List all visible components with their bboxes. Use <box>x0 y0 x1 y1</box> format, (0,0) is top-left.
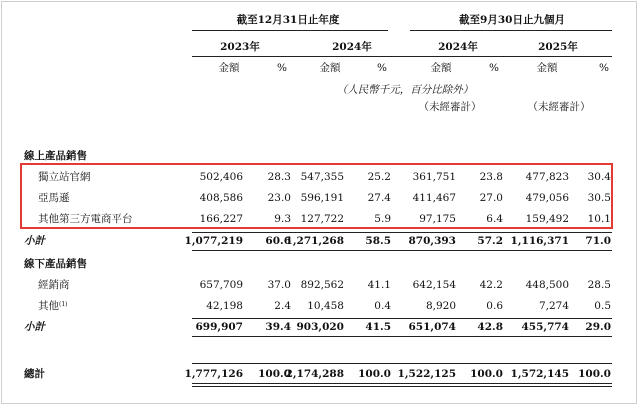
percent-cell: 28.5 <box>587 279 611 291</box>
amount-cell: 1,271,268 <box>285 235 344 247</box>
percent-cell: 6.4 <box>486 213 503 225</box>
amount-cell: 7,274 <box>538 300 569 312</box>
amount-cell: 166,227 <box>199 213 243 225</box>
amount-cell: 1,116,371 <box>510 235 569 247</box>
percent-cell: 23.0 <box>267 192 291 204</box>
col-amount: 金額 <box>430 62 452 74</box>
total-rule <box>192 363 612 364</box>
total-label: 總計 <box>24 368 45 380</box>
year-2023: 2023年 <box>220 41 260 53</box>
col-amount: 金額 <box>536 62 558 74</box>
amount-cell: 502,406 <box>199 171 243 183</box>
header-full-year: 截至12月31日止年度 <box>236 14 340 26</box>
amount-cell: 870,393 <box>408 235 456 247</box>
amount-cell: 903,020 <box>296 321 344 333</box>
unaudited-note: （未經審計） <box>527 101 591 113</box>
percent-cell: 42.2 <box>479 279 503 291</box>
amount-cell: 651,074 <box>408 321 456 333</box>
highlight-box <box>20 163 613 229</box>
percent-cell: 2.4 <box>274 300 291 312</box>
amount-cell: 448,500 <box>525 279 569 291</box>
footnote-marker: (1) <box>59 301 68 308</box>
amount-cell: 361,751 <box>412 171 456 183</box>
percent-cell: 27.0 <box>479 192 503 204</box>
percent-cell: 30.5 <box>587 192 611 204</box>
amount-cell: 2,174,288 <box>285 368 344 380</box>
percent-cell: 0.5 <box>594 300 611 312</box>
amount-cell: 411,467 <box>412 192 456 204</box>
amount-cell: 1,077,219 <box>184 235 243 247</box>
percent-cell: 23.8 <box>479 171 503 183</box>
amount-cell: 1,777,126 <box>184 368 243 380</box>
amount-cell: 596,191 <box>300 192 344 204</box>
percent-cell: 100.0 <box>578 368 611 380</box>
amount-cell: 547,355 <box>300 171 344 183</box>
row-label-text: 獨立站官網 <box>38 171 91 183</box>
col-amount: 金額 <box>218 62 240 74</box>
amount-cell: 127,722 <box>300 213 344 225</box>
percent-cell: 27.4 <box>367 192 391 204</box>
percent-cell: 9.3 <box>274 213 291 225</box>
amount-cell: 699,907 <box>195 321 243 333</box>
header-rule <box>192 30 388 31</box>
amount-cell: 892,562 <box>300 279 344 291</box>
col-pct: % <box>277 62 287 74</box>
section-offline: 線下產品銷售 <box>24 258 87 270</box>
header-nine-months: 截至9月30日止九個月 <box>459 14 565 26</box>
unit-note: （人民幣千元，百分比除外） <box>336 84 474 96</box>
row-label-text: 經銷商 <box>38 279 70 291</box>
percent-cell: 0.4 <box>374 300 391 312</box>
amount-cell: 10,458 <box>307 300 344 312</box>
amount-cell: 42,198 <box>206 300 243 312</box>
percent-cell: 58.5 <box>365 235 391 247</box>
percent-cell: 42.8 <box>477 321 503 333</box>
percent-cell: 57.2 <box>477 235 503 247</box>
row-label-text: 亞馬遜 <box>38 192 70 204</box>
col-pct: % <box>377 62 387 74</box>
subtotal-label: 小計 <box>24 321 45 333</box>
amount-cell: 477,823 <box>525 171 569 183</box>
subtotal-label: 小計 <box>24 235 45 247</box>
amount-cell: 642,154 <box>412 279 456 291</box>
year-2025: 2025年 <box>538 41 578 53</box>
percent-cell: 0.6 <box>486 300 503 312</box>
percent-cell: 29.0 <box>585 321 611 333</box>
percent-cell: 30.4 <box>587 171 611 183</box>
subtotal-rule <box>192 318 612 319</box>
col-amount: 金額 <box>319 62 341 74</box>
amount-cell: 479,056 <box>525 192 569 204</box>
percent-cell: 100.0 <box>258 368 291 380</box>
percent-cell: 5.9 <box>374 213 391 225</box>
percent-cell: 41.5 <box>365 321 391 333</box>
year-2024: 2024年 <box>332 41 372 53</box>
col-pct: % <box>489 62 499 74</box>
subtotal-rule <box>192 250 612 251</box>
amount-cell: 657,709 <box>199 279 243 291</box>
unaudited-note: （未經審計） <box>418 101 482 113</box>
subtotal-rule <box>192 232 612 233</box>
subtotal-rule <box>192 336 612 337</box>
row-label-text: 其他 <box>38 300 59 312</box>
percent-cell: 41.1 <box>367 279 391 291</box>
percent-cell: 100.0 <box>358 368 391 380</box>
total-double-rule <box>192 383 612 387</box>
percent-cell: 100.0 <box>470 368 503 380</box>
percent-cell: 37.0 <box>267 279 291 291</box>
amount-cell: 408,586 <box>199 192 243 204</box>
row-label <box>38 300 68 312</box>
header-rule <box>410 30 612 31</box>
percent-cell: 10.1 <box>587 213 611 225</box>
amount-cell: 8,920 <box>425 300 456 312</box>
amount-cell: 1,572,145 <box>510 368 569 380</box>
percent-cell: 28.3 <box>267 171 291 183</box>
percent-cell: 25.2 <box>367 171 391 183</box>
col-pct: % <box>599 62 609 74</box>
amount-cell: 1,522,125 <box>397 368 456 380</box>
row-label <box>38 279 70 291</box>
header-rule <box>192 56 612 57</box>
amount-cell: 455,774 <box>521 321 569 333</box>
percent-cell: 39.4 <box>265 321 291 333</box>
year-2024-nine: 2024年 <box>438 41 478 53</box>
percent-cell: 60.6 <box>265 235 291 247</box>
amount-cell: 97,175 <box>419 213 456 225</box>
amount-cell: 159,492 <box>525 213 569 225</box>
percent-cell: 71.0 <box>585 235 611 247</box>
section-online: 線上產品銷售 <box>24 150 87 162</box>
row-label-text: 其他第三方電商平台 <box>38 213 133 225</box>
